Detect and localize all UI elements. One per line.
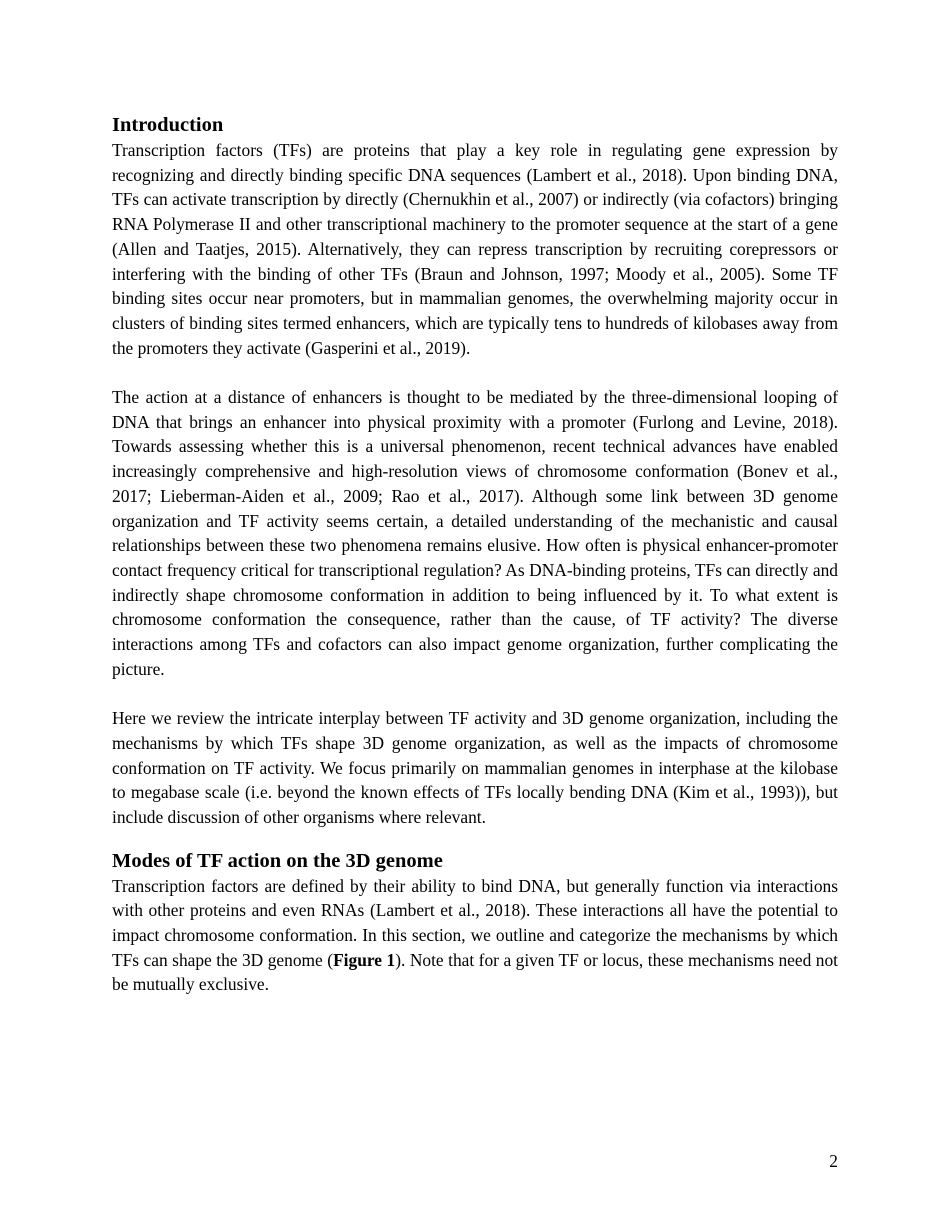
intro-paragraph-2: The action at a distance of enhancers is thought to be mediated by the three-dimensional looping of DNA that brings an enhancer into physical proximity with a promoter (Furlong and Levine, 2018). Towards assessing whether this is a universal phenomenon, recent technical advances have enabled increasingly comprehensive and high-resolution views of chromosome conformation (Bonev et al., 2017; Lieberman-Aiden et al., 2009; Rao et al., 2017). Although some link between 3D genome organization and TF activity seems certain, a detailed understanding of the mechanistic and causal relationships between these two phenomena remains elusive. How often is physical enhancer-promoter contact frequency critical for transcriptional regulation? As DNA-binding proteins, TFs can directly and indirectly shape chromosome conformation in addition to being influenced by it. To what extent is chromosome conformation the consequence, rather than the cause, of TF activity? The diverse interactions among TFs and cofactors can also impact genome organization, further complicating the picture.	[112, 387, 838, 679]
paragraph-gap	[112, 360, 838, 385]
modes-paragraph-1	[112, 874, 838, 998]
page-body	[112, 112, 838, 997]
figure-1-reference[interactable]: Figure 1	[333, 949, 396, 970]
section-heading-modes: Modes of TF action on the 3D genome	[112, 849, 443, 872]
section-heading-introduction: Introduction	[112, 114, 224, 136]
page-number: 2	[829, 1151, 838, 1171]
modes-text-before: Transcription factors are defined by their ability to bind DNA, but generally function via interactions with other proteins and even RNAs (Lambert et al., 2018). These interactions all have the potential to impact chromosome conformation. In this section, we outline and categorize the mechanisms by which TFs can shape the 3D genome (	[112, 875, 838, 970]
intro-paragraph-1: Transcription factors (TFs) are proteins that play a key role in regulating gene expression by recognizing and directly binding specific DNA sequences (Lambert et al., 2018). Upon binding DNA, TFs can activate transcription by directly (Chernukhin et al., 2007) or indirectly (via cofactors) bringing RNA Polymerase II and other transcriptional machinery to the promoter sequence at the start of a gene (Allen and Taatjes, 2015). Alternatively, they can repress transcription by recruiting corepressors or interfering with the binding of other TFs (Braun and Johnson, 1997; Moody et al., 2005). Some TF binding sites occur near promoters, but in mammalian genomes, the overwhelming majority occur in clusters of binding sites termed enhancers, which are typically tens to hundreds of kilobases away from the promoters they activate (Gasperini et al., 2019).	[112, 140, 838, 358]
intro-paragraph-3: Here we review the intricate interplay between TF activity and 3D genome organization, including the mechanisms by which TFs shape 3D genome organization, as well as the impacts of chromosome conformation on TF activity. We focus primarily on mammalian genomes in interphase at the kilobase to megabase scale (i.e. beyond the known effects of TFs locally bending DNA (Kim et al., 1993)), but include discussion of other organisms where relevant.	[112, 708, 838, 827]
section-gap	[112, 830, 838, 848]
paragraph-gap	[112, 681, 838, 706]
modes-text-after: ). Note that for a given TF or locus, these mechanisms need not be mutually exclusive.	[112, 949, 838, 995]
